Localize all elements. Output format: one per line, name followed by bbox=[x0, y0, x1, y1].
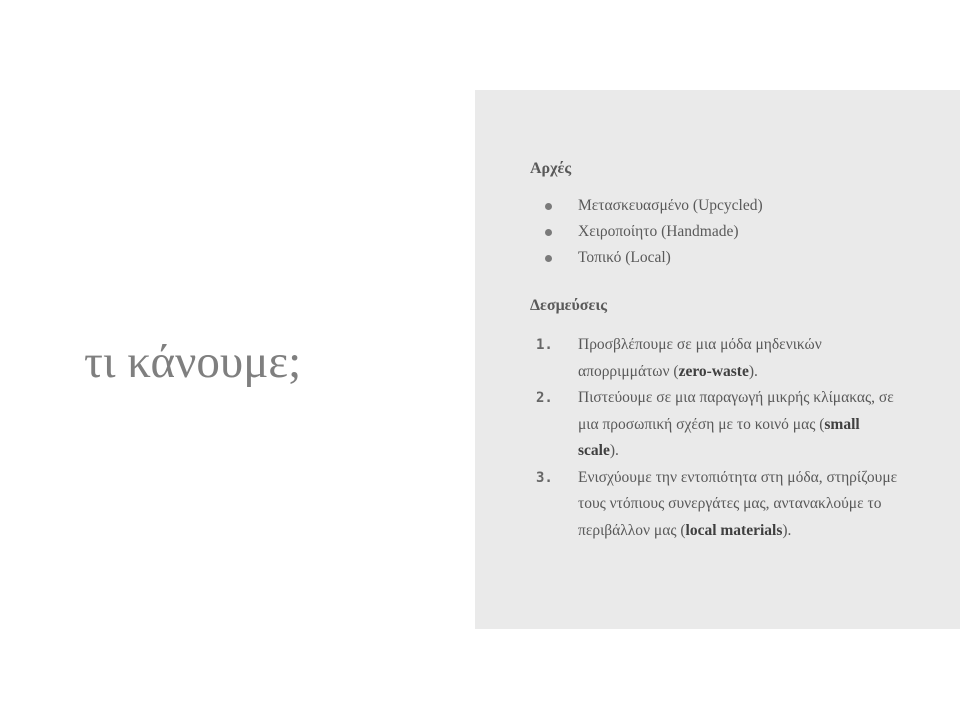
commitment-text-before: Προσβλέπουμε σε μια μόδα μηδενικών απορριμμάτων ( bbox=[578, 336, 822, 380]
commitment-text-after: ). bbox=[609, 442, 619, 459]
list-item bbox=[475, 465, 960, 545]
principles-list bbox=[475, 193, 960, 271]
list-number: 2. bbox=[536, 390, 553, 406]
principle-label: Χειροποίητο (Handmade) bbox=[578, 223, 739, 240]
bullet-icon bbox=[545, 229, 552, 236]
list-number: 3. bbox=[536, 469, 553, 486]
bullet-icon bbox=[545, 255, 552, 262]
commitment-text-before: Πιστεύουμε σε μια παραγωγή μικρής κλίμακας, σε μια προσωπική σχέση με το κοινό μας ( bbox=[578, 389, 894, 433]
commitment-text bbox=[578, 332, 898, 385]
principle-label: Τοπικό (Local) bbox=[578, 249, 671, 266]
commitment-text bbox=[578, 385, 898, 465]
list-item bbox=[475, 332, 960, 385]
principle-label: Μετασκευασμένο (Upcycled) bbox=[578, 197, 763, 214]
slide-title: τι κάνουμε; bbox=[84, 336, 302, 388]
list-item bbox=[475, 193, 960, 219]
commitment-text-after: ). bbox=[748, 362, 758, 380]
list-item bbox=[475, 219, 960, 245]
commitment-keyword: local materials bbox=[685, 521, 783, 539]
principles-heading: Αρχές bbox=[530, 160, 572, 177]
commitments-list bbox=[475, 332, 960, 544]
commitment-text bbox=[578, 465, 898, 545]
content-panel bbox=[475, 90, 960, 629]
commitment-text-before: Ενισχύουμε την εντοπιότητα στη μόδα, στηρίζουμε τους ντόπιους συνεργάτες μας, αντανακλούμε το περιβάλλον μας ( bbox=[578, 468, 898, 539]
commitments-heading: Δεσμεύσεις bbox=[530, 297, 608, 314]
commitment-text-after: ). bbox=[782, 521, 792, 539]
list-item bbox=[475, 385, 960, 465]
list-number: 1. bbox=[536, 337, 553, 353]
bullet-icon bbox=[545, 203, 552, 210]
commitment-keyword: small scale bbox=[578, 415, 860, 459]
commitment-keyword: zero-waste bbox=[678, 362, 749, 380]
list-item bbox=[475, 245, 960, 271]
